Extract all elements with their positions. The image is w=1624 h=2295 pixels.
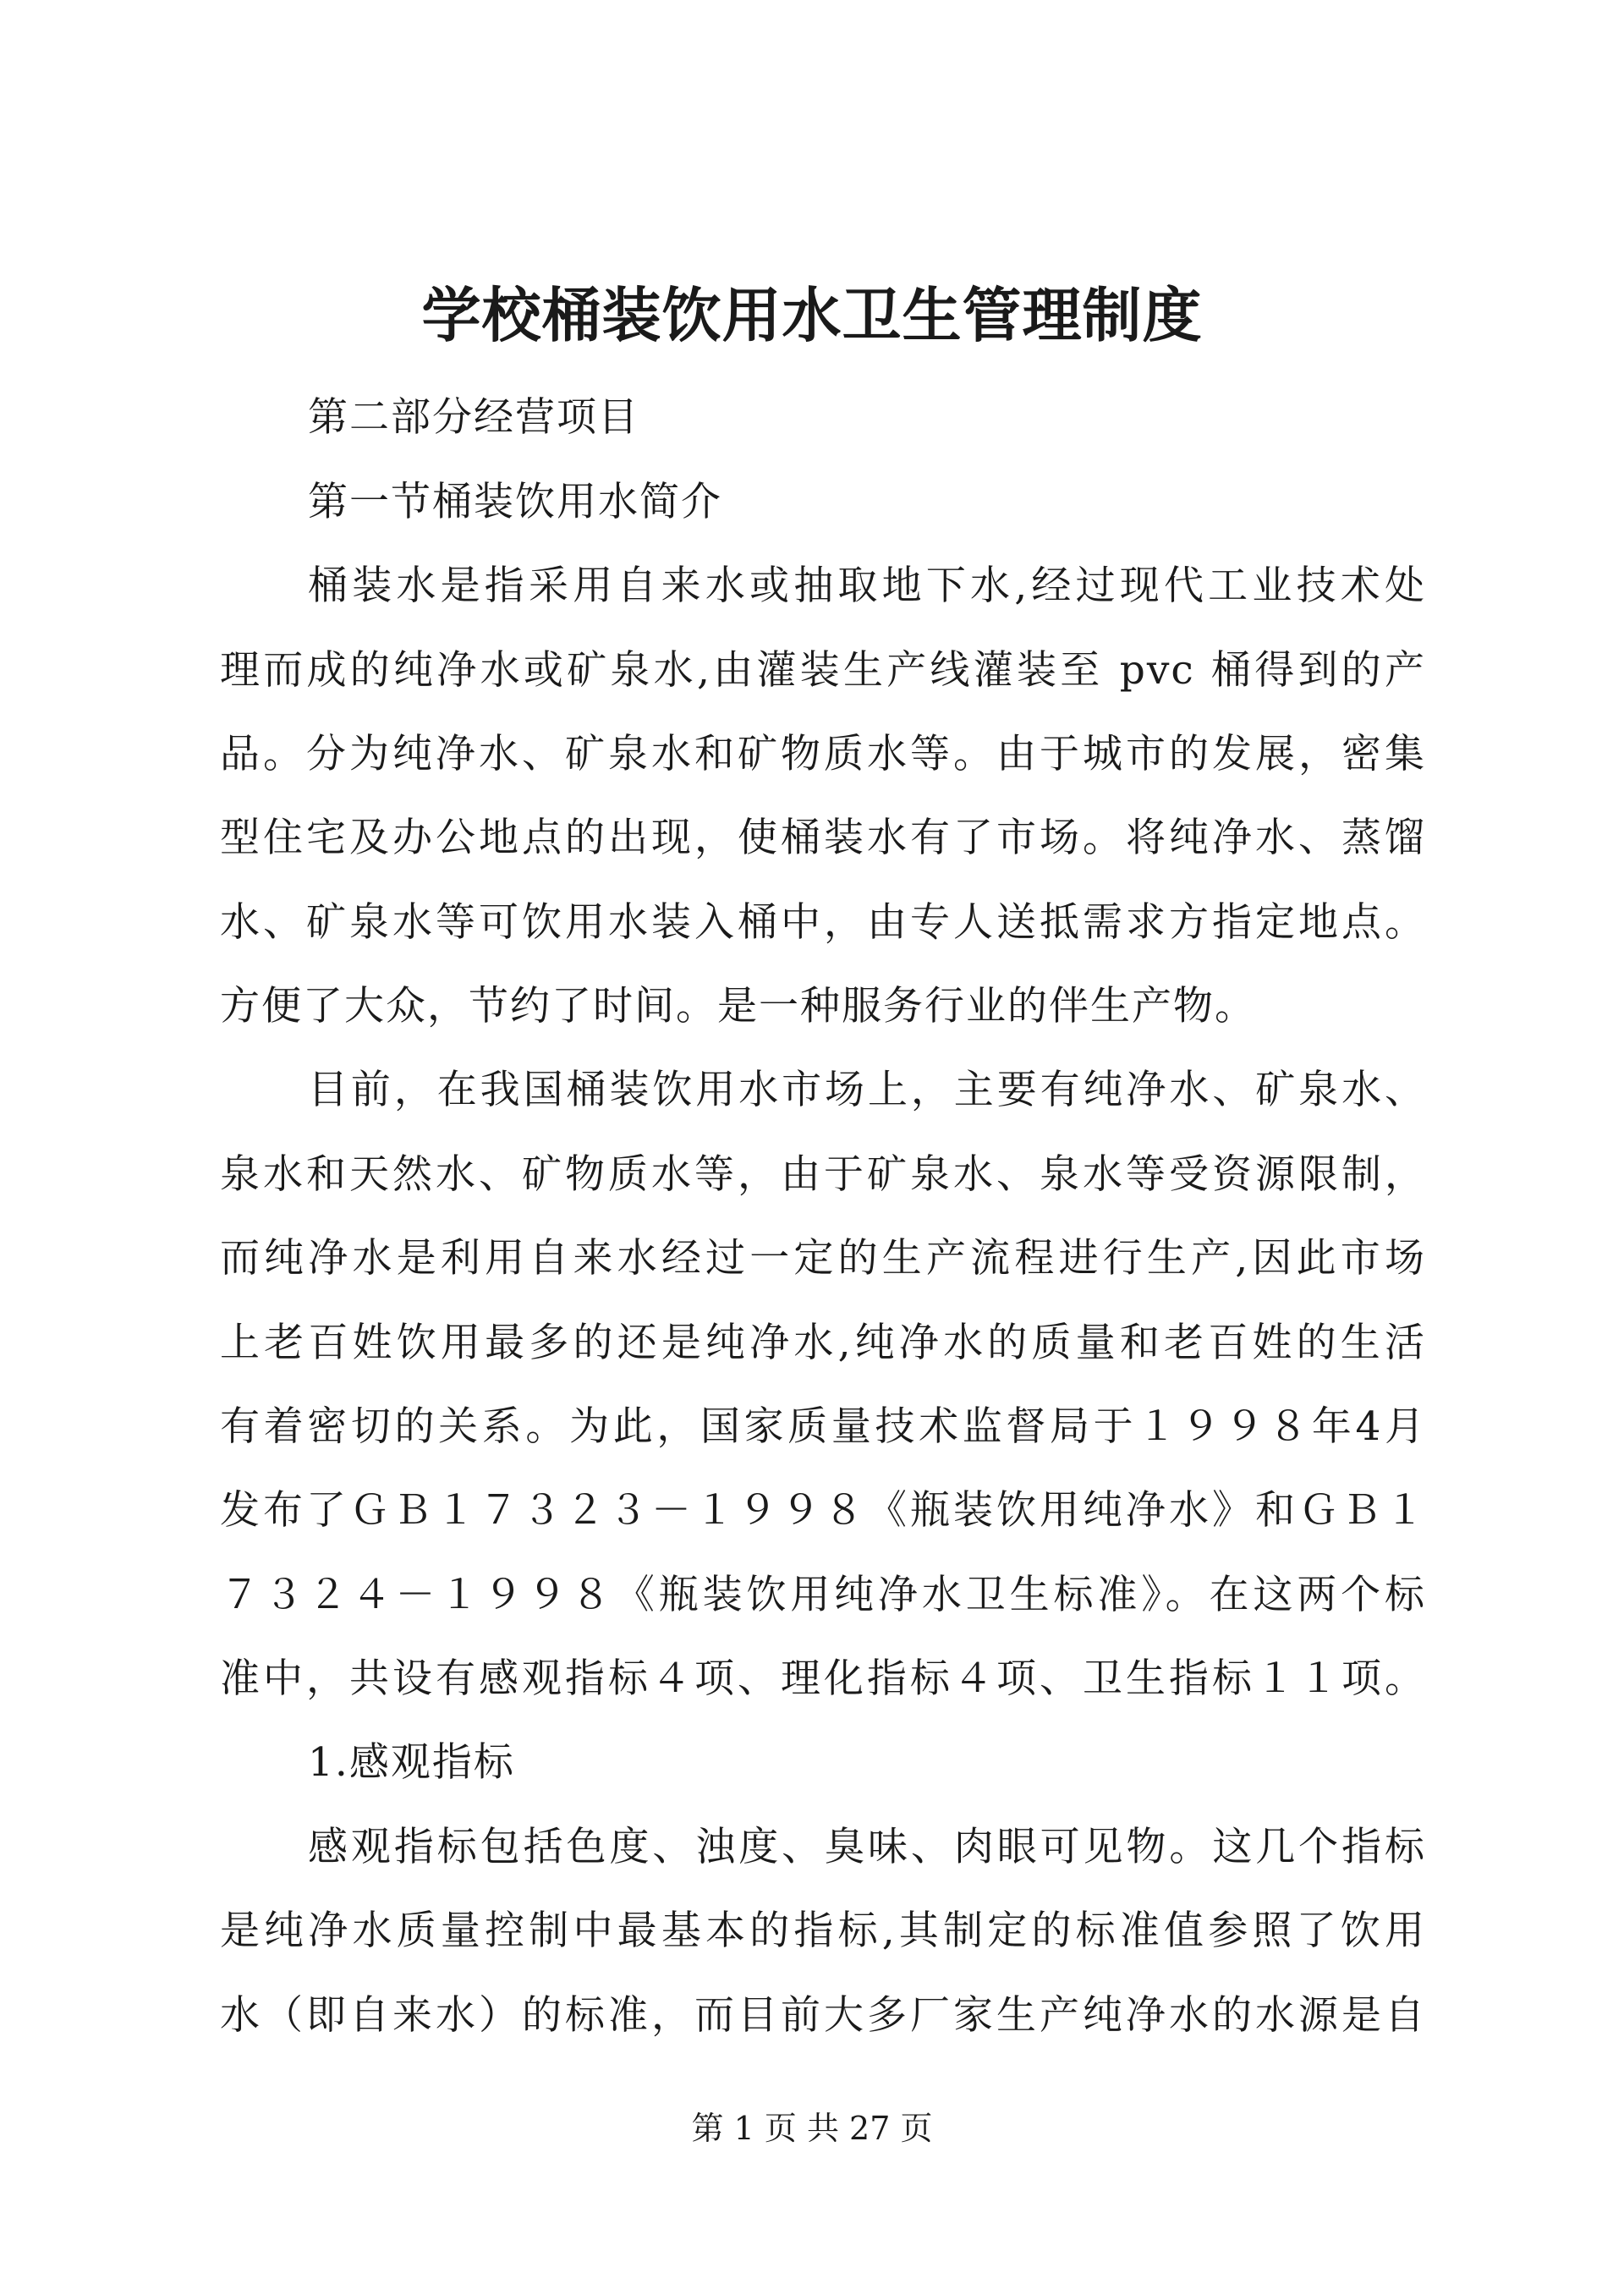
paragraph-line: 泉水和天然水、矿物质水等，由于矿泉水、泉水等受资源限制， — [220, 1151, 1426, 1198]
paragraph-line: 有着密切的关系。为此，国家质量技术监督局于１９９８年4月 — [220, 1403, 1426, 1450]
section-heading: 第二部分经营项目 — [308, 394, 639, 441]
paragraph-line: 目前，在我国桶装饮用水市场上，主要有纯净水、矿泉水、 — [308, 1067, 1426, 1113]
page-footer: 第 1 页 共 27 页 — [691, 2110, 933, 2147]
paragraph-line: 上老百姓饮用最多的还是纯净水,纯净水的质量和老百姓的生活 — [220, 1320, 1426, 1366]
paragraph-line: 感观指标包括色度、浊度、臭味、肉眼可见物。这几个指标 — [308, 1824, 1426, 1870]
paragraph-line: 方便了大众，节约了时间。是一种服务行业的伴生产物。 — [220, 983, 1256, 1029]
paragraph-line: 桶装水是指采用自来水或抽取地下水,经过现代工业技术处 — [308, 563, 1426, 609]
subsection-heading: 第一节桶装饮用水简介 — [308, 479, 722, 525]
paragraph-line: 型住宅及办公地点的出现，使桶装水有了市场。将纯净水、蒸馏 — [220, 815, 1426, 861]
list-heading: 1.感观指标 — [308, 1739, 515, 1786]
paragraph-line: 水（即自来水）的标准，而目前大多厂家生产纯净水的水源是自 — [220, 1992, 1426, 2039]
paragraph-line: 水、矿泉水等可饮用水装入桶中，由专人送抵需求方指定地点。 — [220, 899, 1426, 946]
document-title: 学校桶装饮用水卫生管理制度 — [421, 280, 1203, 350]
paragraph-line: ７３２４－１９９８《瓶装饮用纯净水卫生标准》。在这两个标 — [220, 1572, 1426, 1618]
paragraph-line: 发布了ＧＢ１７３２３－１９９８《瓶装饮用纯净水》和ＧＢ１ — [220, 1487, 1426, 1534]
paragraph-line: 而纯净水是利用自来水经过一定的生产流程进行生产,因此市场 — [220, 1235, 1426, 1282]
paragraph-line: 准中，共设有感观指标４项、理化指标４项、卫生指标１１项。 — [220, 1655, 1426, 1702]
paragraph-line: 品。分为纯净水、矿泉水和矿物质水等。由于城市的发展，密集 — [220, 731, 1426, 777]
paragraph-line: 是纯净水质量控制中最基本的指标,其制定的标准值参照了饮用 — [220, 1908, 1426, 1954]
paragraph-line: 理而成的纯净水或矿泉水,由灌装生产线灌装至 pvc 桶得到的产 — [220, 647, 1426, 694]
